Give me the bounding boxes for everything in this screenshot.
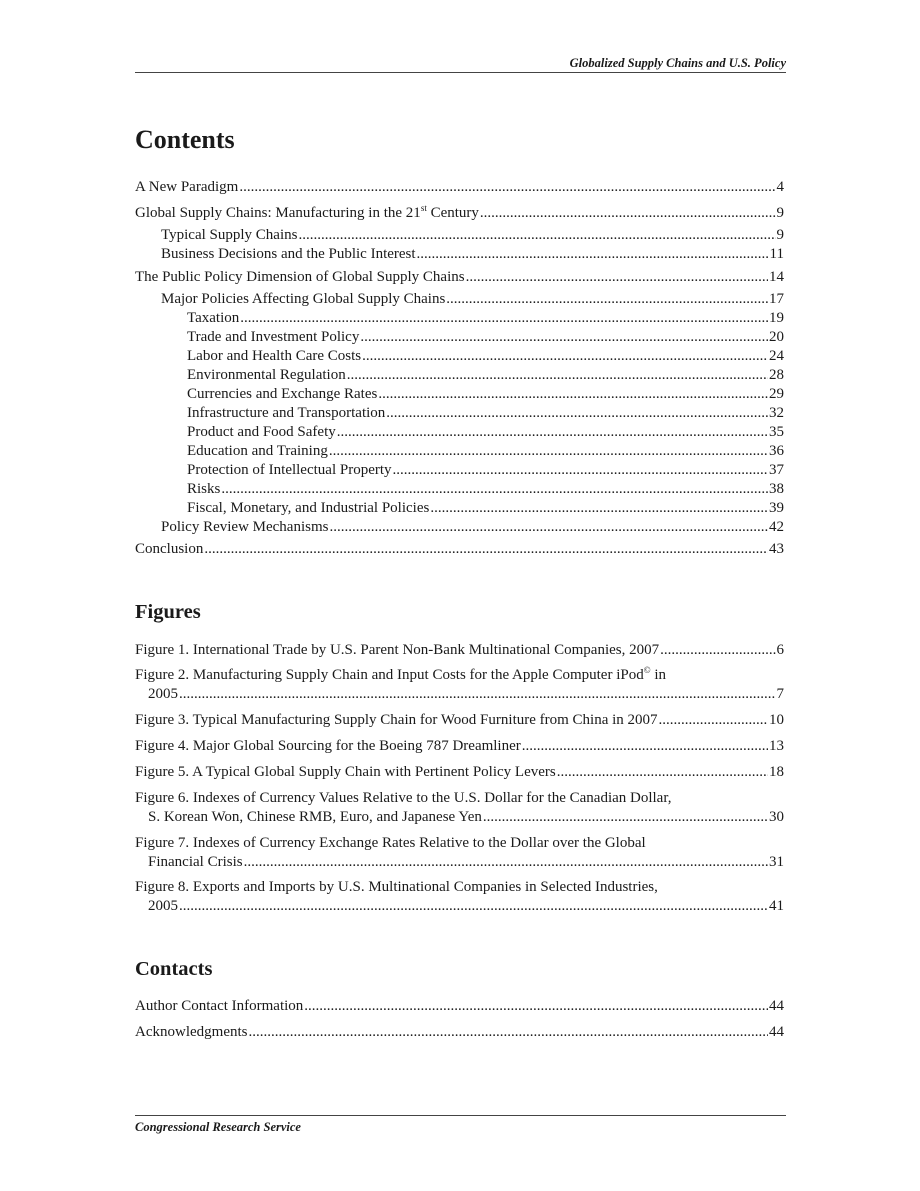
figures-heading: Figures: [135, 601, 201, 623]
contents-list: [135, 290, 784, 536]
toc-entry[interactable]: Currencies and Exchange Rates ..... 29: [135, 385, 784, 403]
header-rule: [135, 72, 786, 73]
figure-entry-line[interactable]: Figure 7. Indexes of Currency Exchange Rates Relative to the Dollar over the Global: [135, 835, 646, 851]
toc-entry[interactable]: Global Supply Chains: Manufacturing in the 21st Century ..... 9: [135, 204, 784, 222]
contents-list: [135, 540, 784, 558]
figure-entry[interactable]: 2005 ..... 41: [135, 897, 784, 915]
figures-list: [135, 711, 784, 729]
footer-rule: [135, 1115, 786, 1116]
toc-entry[interactable]: Infrastructure and Transportation ..... 32: [135, 404, 784, 422]
toc-entry[interactable]: Policy Review Mechanisms ..... 42: [135, 518, 784, 536]
toc-entry[interactable]: Trade and Investment Policy ..... 20: [135, 328, 784, 346]
toc-entry[interactable]: Product and Food Safety ..... 35: [135, 423, 784, 441]
toc-entry[interactable]: Protection of Intellectual Property ..... 37: [135, 461, 784, 479]
contact-entry[interactable]: Author Contact Information ..... 44: [135, 997, 784, 1015]
contents-heading: Contents: [135, 125, 235, 154]
contents-list: [135, 204, 784, 222]
figures-list: [135, 737, 784, 755]
contents-list: [135, 178, 784, 196]
toc-entry[interactable]: Education and Training ..... 36: [135, 442, 784, 460]
figure-entry-line[interactable]: Figure 2. Manufacturing Supply Chain and Input Costs for the Apple Computer iPod© in: [135, 665, 666, 683]
toc-entry[interactable]: Environmental Regulation ..... 28: [135, 366, 784, 384]
figure-entry[interactable]: S. Korean Won, Chinese RMB, Euro, and Japanese Yen ..... 30: [135, 808, 784, 826]
contacts-list: [135, 997, 784, 1015]
figure-entry-line[interactable]: Figure 6. Indexes of Currency Values Relative to the U.S. Dollar for the Canadian Dollar,: [135, 790, 672, 806]
running-header: Globalized Supply Chains and U.S. Policy: [569, 56, 786, 70]
toc-entry[interactable]: Major Policies Affecting Global Supply Chains ..... 17: [135, 290, 784, 308]
contents-list: [135, 226, 784, 263]
toc-entry[interactable]: Taxation ..... 19: [135, 309, 784, 327]
toc-entry[interactable]: Business Decisions and the Public Interest ..... 11: [135, 245, 784, 263]
contacts-list: [135, 1023, 784, 1041]
figure-entry-line[interactable]: Figure 8. Exports and Imports by U.S. Multinational Companies in Selected Industries,: [135, 879, 658, 895]
figures-list: [135, 834, 784, 871]
toc-entry[interactable]: A New Paradigm ..... 4: [135, 178, 784, 196]
figure-entry[interactable]: 2005 ..... 7: [135, 685, 784, 703]
toc-entry[interactable]: Conclusion ..... 43: [135, 540, 784, 558]
figures-list: [135, 789, 784, 826]
contents-list: [135, 268, 784, 286]
figure-entry[interactable]: Figure 5. A Typical Global Supply Chain with Pertinent Policy Levers ..... 18: [135, 763, 784, 781]
toc-entry[interactable]: Labor and Health Care Costs ..... 24: [135, 347, 784, 365]
figures-list: [135, 666, 784, 703]
figure-entry[interactable]: Figure 1. International Trade by U.S. Parent Non-Bank Multinational Companies, 2007 ..... 6: [135, 641, 784, 659]
figures-list: [135, 763, 784, 781]
toc-entry[interactable]: Typical Supply Chains ..... 9: [135, 226, 784, 244]
running-footer: Congressional Research Service: [135, 1120, 301, 1134]
figures-list: [135, 878, 784, 915]
toc-entry[interactable]: Fiscal, Monetary, and Industrial Policies ..... 39: [135, 499, 784, 517]
contact-entry[interactable]: Acknowledgments ..... 44: [135, 1023, 784, 1041]
toc-entry[interactable]: The Public Policy Dimension of Global Supply Chains ..... 14: [135, 268, 784, 286]
toc-entry[interactable]: Risks ..... 38: [135, 480, 784, 498]
figure-entry[interactable]: Figure 4. Major Global Sourcing for the Boeing 787 Dreamliner ..... 13: [135, 737, 784, 755]
figure-entry[interactable]: Financial Crisis ..... 31: [135, 853, 784, 871]
figures-list: [135, 641, 784, 659]
contacts-heading: Contacts: [135, 958, 213, 980]
figure-entry[interactable]: Figure 3. Typical Manufacturing Supply Chain for Wood Furniture from China in 2007 ..... 10: [135, 711, 784, 729]
